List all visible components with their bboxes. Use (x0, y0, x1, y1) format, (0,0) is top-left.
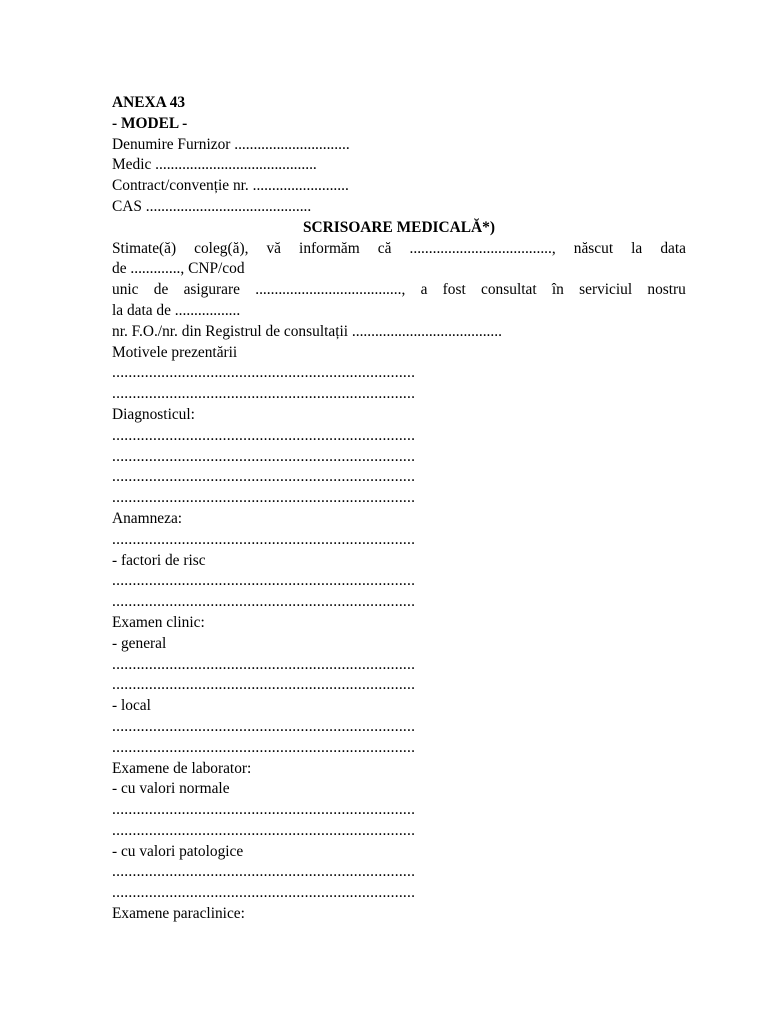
section-reasons: Motivele prezentării (112, 343, 238, 361)
intro-word: unic (112, 281, 139, 299)
blank-line: .......................................................................... (112, 884, 416, 902)
section-normal-values: - cu valori normale (112, 780, 230, 798)
intro-word: că (377, 239, 392, 257)
intro-word: a (420, 281, 428, 299)
intro-word: coleg(ă), (194, 239, 249, 257)
intro-word: vă (266, 239, 281, 257)
cas-field: CAS ........................................... (112, 197, 312, 215)
intro-line-5: nr. F.O./nr. din Registrul de consultații ....................................... (112, 322, 502, 340)
intro-word: informăm (299, 239, 360, 257)
intro-word: la (631, 239, 643, 257)
blank-line: .......................................................................... (112, 593, 416, 611)
intro-word: născut (573, 239, 614, 257)
annex-title: ANEXA 43 (112, 94, 186, 111)
blank-line: .......................................................................... (112, 385, 416, 403)
section-local: - local (112, 697, 151, 715)
blank-line: .......................................................................... (112, 676, 416, 694)
intro-word: consultat (481, 281, 537, 299)
blank-line: .......................................................................... (112, 863, 416, 881)
doctor-field: Medic .......................................... (112, 156, 317, 174)
intro-line-3 (112, 280, 686, 301)
intro-word: serviciul (579, 281, 633, 299)
blank-line: .......................................................................... (112, 468, 416, 486)
blank-line: .......................................................................... (112, 655, 416, 673)
contract-field: Contract/convenție nr. ......................... (112, 177, 349, 195)
intro-line-2: de ............., CNP/cod (112, 260, 245, 278)
intro-line-1 (112, 239, 686, 260)
blank-line: .......................................................................... (112, 717, 416, 735)
intro-word: fost (442, 281, 466, 299)
provider-field: Denumire Furnizor .............................. (112, 135, 350, 153)
blank-line: .......................................................................... (112, 801, 416, 819)
intro-word: Stimate(ă) (112, 239, 177, 257)
medical-letter-form (112, 93, 686, 925)
section-lab-exams: Examene de laborator: (112, 759, 252, 777)
intro-word: ....................................., (409, 239, 556, 257)
section-general: - general (112, 634, 167, 652)
intro-word: nostru (647, 281, 686, 299)
blank-line: .......................................................................... (112, 489, 416, 507)
intro-word: în (551, 281, 564, 299)
model-label: - MODEL - (112, 114, 188, 132)
blank-line: .......................................................................... (112, 530, 416, 548)
document-title: SCRISOARE MEDICALĂ*) (303, 218, 495, 236)
section-risk-factors: - factori de risc (112, 551, 206, 569)
intro-word: asigurare (183, 281, 240, 299)
intro-word: ......................................, (255, 281, 406, 299)
intro-line-4: la data de ................. (112, 301, 241, 319)
blank-line: .......................................................................... (112, 447, 416, 465)
section-paraclinical-exams: Examene paraclinice: (112, 905, 245, 923)
intro-word: data (660, 239, 686, 257)
blank-line: .......................................................................... (112, 821, 416, 839)
section-pathological-values: - cu valori patologice (112, 842, 244, 860)
section-anamnesis: Anamneza: (112, 509, 183, 527)
blank-line: .......................................................................... (112, 364, 416, 382)
section-clinical-exam: Examen clinic: (112, 613, 205, 631)
blank-line: .......................................................................... (112, 572, 416, 590)
intro-word: de (153, 281, 169, 299)
blank-line: .......................................................................... (112, 426, 416, 444)
section-diagnosis: Diagnosticul: (112, 405, 195, 423)
blank-line: .......................................................................... (112, 738, 416, 756)
